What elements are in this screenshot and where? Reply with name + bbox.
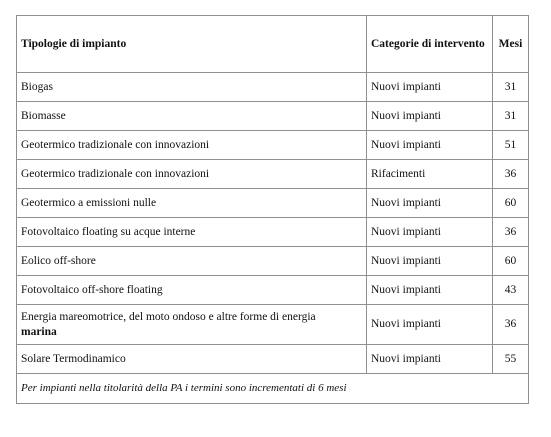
cell-tipologia [17,305,367,345]
cell-mesi: 36 [493,218,529,247]
cell-mesi: 31 [493,102,529,131]
table-row [17,218,529,247]
cell-tipologia: Geotermico a emissioni nulle [17,189,367,218]
table-row [17,345,529,374]
table-row [17,305,529,345]
table-row [17,160,529,189]
incentive-terms-table-container [16,15,528,404]
table-note-row [17,374,529,404]
table-row [17,73,529,102]
cell-categoria: Nuovi impianti [367,247,493,276]
cell-tipologia: Geotermico tradizionale con innovazioni [17,131,367,160]
cell-categoria: Nuovi impianti [367,276,493,305]
cell-categoria: Rifacimenti [367,160,493,189]
cell-tipologia: Biogas [17,73,367,102]
cell-tipologia-line-2: marina [21,325,57,338]
incentive-terms-table [16,15,529,404]
header-categoria: Categorie di intervento [367,16,493,73]
cell-categoria: Nuovi impianti [367,73,493,102]
table-header-row [17,16,529,73]
cell-mesi: 43 [493,276,529,305]
table-row [17,189,529,218]
cell-tipologia: Geotermico tradizionale con innovazioni [17,160,367,189]
cell-mesi: 36 [493,160,529,189]
table-row [17,131,529,160]
cell-tipologia: Biomasse [17,102,367,131]
table-row [17,276,529,305]
cell-mesi: 31 [493,73,529,102]
cell-mesi: 36 [493,305,529,345]
cell-mesi: 60 [493,189,529,218]
cell-tipologia: Eolico off-shore [17,247,367,276]
cell-tipologia: Fotovoltaico off-shore floating [17,276,367,305]
cell-categoria: Nuovi impianti [367,218,493,247]
header-mesi: Mesi [493,16,529,73]
cell-mesi: 55 [493,345,529,374]
cell-tipologia-line-1: Energia mareomotrice, del moto ondoso e altre forme di energia [21,310,316,323]
cell-categoria: Nuovi impianti [367,102,493,131]
header-tipologia: Tipologie di impianto [17,16,367,73]
cell-tipologia: Solare Termodinamico [17,345,367,374]
cell-tipologia: Fotovoltaico floating su acque interne [17,218,367,247]
cell-categoria: Nuovi impianti [367,131,493,160]
table-note: Per impianti nella titolarità della PA i termini sono incrementati di 6 mesi [17,374,529,404]
cell-categoria: Nuovi impianti [367,305,493,345]
table-row [17,102,529,131]
cell-mesi: 60 [493,247,529,276]
cell-categoria: Nuovi impianti [367,345,493,374]
cell-mesi: 51 [493,131,529,160]
cell-categoria: Nuovi impianti [367,189,493,218]
table-row [17,247,529,276]
